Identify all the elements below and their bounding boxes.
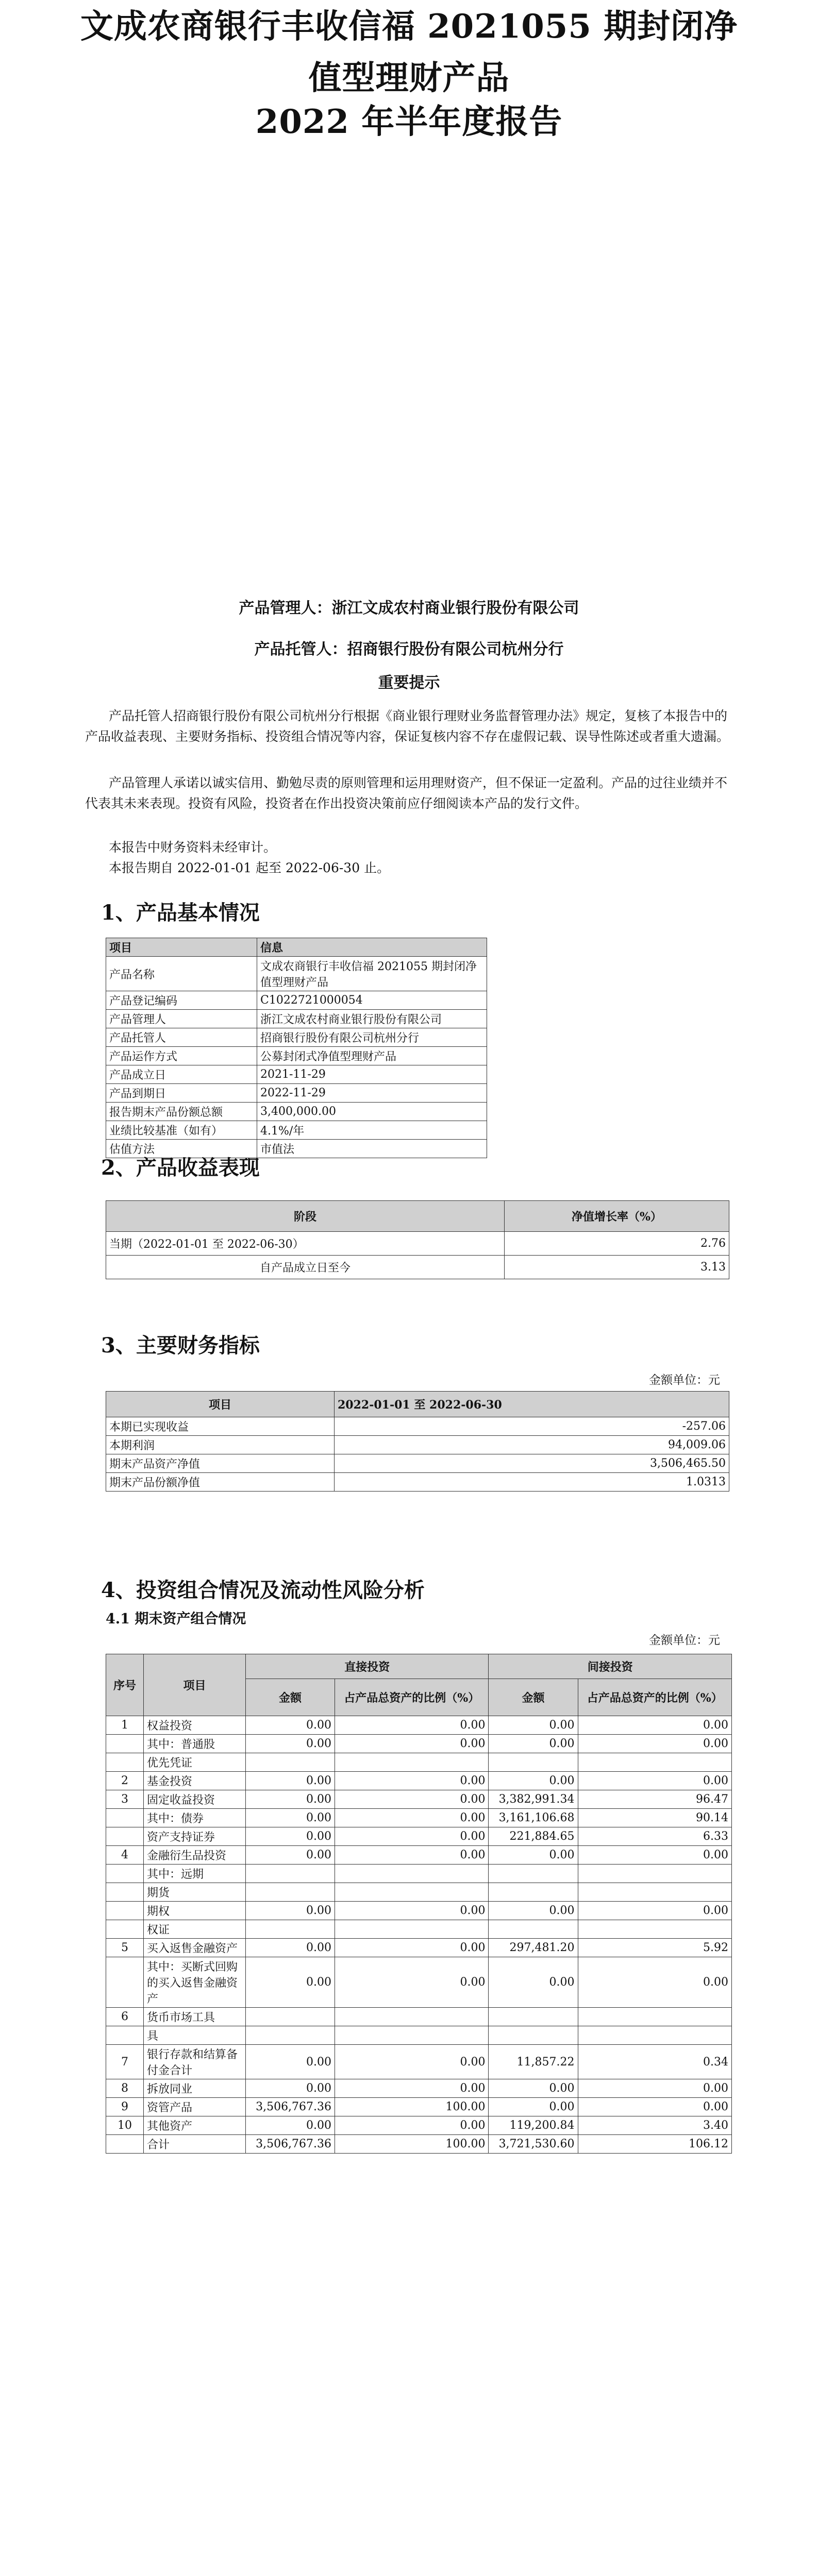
table-cell (106, 1865, 144, 1883)
table-cell: 其中：买断式回购的买入返售金融资产 (144, 1957, 246, 2008)
table-cell: 货币市场工具 (144, 2008, 246, 2026)
table-cell: 0.00 (578, 1735, 731, 1753)
table-cell: 0.00 (335, 1827, 489, 1846)
table-cell: 优先凭证 (144, 1753, 246, 1772)
table-row (106, 1010, 487, 1028)
table-cell: 0.00 (578, 1902, 731, 1920)
table-cell: 0.00 (246, 1827, 335, 1846)
table-row (106, 1232, 729, 1256)
table-cell: 0.00 (335, 2079, 489, 2098)
financial-indicators-table (106, 1391, 729, 1492)
table-cell: 5.92 (578, 1939, 731, 1957)
table-cell: 0.00 (578, 1772, 731, 1790)
table-header-cell: 占产品总资产的比例（%） (578, 1679, 731, 1716)
table-cell (246, 1920, 335, 1939)
table-header-cell: 项目 (106, 938, 257, 957)
table-cell: 3,161,106.68 (489, 1809, 578, 1827)
table-header-cell: 间接投资 (489, 1654, 732, 1679)
table-row (106, 2135, 732, 2154)
unit-label: 金额单位：元 (649, 1374, 720, 1387)
table-cell (489, 2026, 578, 2045)
asset-portfolio-table (106, 1654, 732, 2154)
table-cell: 3,382,991.34 (489, 1790, 578, 1809)
table-row (106, 1957, 732, 2008)
table-cell: 3,721,530.60 (489, 2135, 578, 2154)
table-cell: 0.00 (578, 2098, 731, 2116)
table-row (106, 2079, 732, 2098)
important-notice-heading: 重要提示 (378, 674, 440, 692)
manager-line: 产品管理人：浙江文成农村商业银行股份有限公司 (239, 599, 579, 617)
table-cell (106, 1827, 144, 1846)
table-cell: 4.1%/年 (257, 1121, 487, 1140)
table-row (106, 1920, 732, 1939)
table-row (106, 1753, 732, 1772)
notice-paragraph-1: 产品托管人招商银行股份有限公司杭州分行根据《商业银行理财业务监督管理办法》规定，复核了本报告中的产品收益表现、主要财务指标、投资组合情况等内容，保证复核内容不存在虚假记载、误导性陈述或者重大遗漏。 (85, 708, 730, 744)
table-cell: 0.00 (335, 1735, 489, 1753)
table-cell: 期货 (144, 1883, 246, 1902)
table-cell: 0.00 (246, 1716, 335, 1735)
table-cell: 11,857.22 (489, 2045, 578, 2079)
table-cell: 市值法 (257, 1140, 487, 1158)
table-cell: 产品名称 (106, 957, 257, 991)
notice-paragraph-4: 本报告期自 2022-01-01 起至 2022-06-30 止。 (109, 860, 390, 875)
table-cell (335, 1920, 489, 1939)
table-cell: 0.00 (246, 1735, 335, 1753)
table-cell: 产品到期日 (106, 1084, 257, 1103)
table-cell: 0.00 (578, 2079, 731, 2098)
table-cell: 固定收益投资 (144, 1790, 246, 1809)
table-cell: 9 (106, 2098, 144, 2116)
table-header-cell: 净值增长率（%） (505, 1201, 729, 1232)
table-cell: 0.00 (489, 2098, 578, 2116)
table-cell: 297,481.20 (489, 1939, 578, 1957)
table-cell: 具 (144, 2026, 246, 2045)
table-header-cell: 金额 (489, 1679, 578, 1716)
report-title-line-1: 文成农商银行丰收信福 2021055 期封闭净 (80, 7, 738, 46)
table-cell: 0.00 (335, 1716, 489, 1735)
table-cell: 2 (106, 1772, 144, 1790)
table-cell (246, 1865, 335, 1883)
table-cell (335, 1883, 489, 1902)
table-cell: 产品登记编码 (106, 991, 257, 1010)
table-header-cell: 金额 (246, 1679, 335, 1716)
table-cell: 本期已实现收益 (106, 1417, 335, 1436)
table-cell: 报告期末产品份额总额 (106, 1103, 257, 1121)
table-row (106, 1865, 732, 1883)
table-row (106, 1084, 487, 1103)
table-cell (106, 1883, 144, 1902)
table-cell: 3.40 (578, 2116, 731, 2135)
table-cell (578, 1883, 731, 1902)
table-row (106, 1716, 732, 1735)
section-1-heading: 1、产品基本情况 (101, 901, 260, 925)
table-row (106, 1790, 732, 1809)
table-cell: 0.00 (335, 1902, 489, 1920)
table-cell: 期权 (144, 1902, 246, 1920)
table-row (106, 2008, 732, 2026)
table-cell (335, 2008, 489, 2026)
table-cell: 0.00 (246, 1957, 335, 2008)
table-cell: 0.00 (246, 1809, 335, 1827)
table-cell: 0.00 (246, 1790, 335, 1809)
table-cell: 其他资产 (144, 2116, 246, 2135)
table-cell: 0.00 (335, 1846, 489, 1865)
table-cell: 0.00 (489, 1716, 578, 1735)
table-cell: 本期利润 (106, 1436, 335, 1454)
table-cell: 合计 (144, 2135, 246, 2154)
table-row (106, 1065, 487, 1084)
table-row (106, 1454, 729, 1473)
table-cell: 90.14 (578, 1809, 731, 1827)
table-cell: 7 (106, 2045, 144, 2079)
table-cell (106, 1920, 144, 1939)
table-cell: 业绩比较基准（如有） (106, 1121, 257, 1140)
table-row (106, 1846, 732, 1865)
table-row (106, 1121, 487, 1140)
table-row (106, 1827, 732, 1846)
table-row (106, 1417, 729, 1436)
table-cell: 资管产品 (144, 2098, 246, 2116)
table-cell: 基金投资 (144, 1772, 246, 1790)
table-cell: 当期（2022-01-01 至 2022-06-30） (106, 1232, 505, 1256)
table-cell (106, 1902, 144, 1920)
table-header-cell: 直接投资 (246, 1654, 489, 1679)
table-cell: 0.00 (246, 1939, 335, 1957)
table-cell: 221,884.65 (489, 1827, 578, 1846)
table-cell: 金融衍生品投资 (144, 1846, 246, 1865)
table-cell (106, 1809, 144, 1827)
table-row (106, 1735, 732, 1753)
table-cell: 0.00 (335, 1939, 489, 1957)
table-row (106, 957, 487, 991)
table-cell: 权益投资 (144, 1716, 246, 1735)
table-cell: 0.00 (335, 2045, 489, 2079)
table-row (106, 2098, 732, 2116)
table-header-cell: 项目 (144, 1654, 246, 1716)
table-cell (106, 1957, 144, 2008)
table-cell: 文成农商银行丰收信福 2021055 期封闭净值型理财产品 (257, 957, 487, 991)
report-title-line-2: 值型理财产品 (308, 59, 510, 97)
table-cell: 106.12 (578, 2135, 731, 2154)
table-row (106, 1473, 729, 1492)
table-cell: 0.00 (489, 1957, 578, 2008)
notice-paragraph-3: 本报告中财务资料未经审计。 (109, 840, 277, 855)
table-cell: 96.47 (578, 1790, 731, 1809)
table-row (106, 1809, 732, 1827)
table-cell (246, 2026, 335, 2045)
table-cell: 10 (106, 2116, 144, 2135)
table-cell (578, 2026, 731, 2045)
table-cell: 买入返售金融资产 (144, 1939, 246, 1957)
table-cell: 期末产品份额净值 (106, 1473, 335, 1492)
table-row (106, 1436, 729, 1454)
table-row (106, 1939, 732, 1957)
table-cell: 0.00 (489, 1735, 578, 1753)
table-cell: 8 (106, 2079, 144, 2098)
section-3-heading: 3、主要财务指标 (101, 1333, 260, 1358)
custodian-line: 产品托管人：招商银行股份有限公司杭州分行 (254, 640, 564, 658)
table-cell: 4 (106, 1846, 144, 1865)
table-cell (489, 1753, 578, 1772)
unit-label: 金额单位：元 (649, 1634, 720, 1647)
table-cell: 0.00 (489, 1846, 578, 1865)
table-row (106, 1028, 487, 1047)
table-cell (489, 1920, 578, 1939)
table-cell: -257.06 (335, 1417, 729, 1436)
table-cell: 0.00 (335, 1772, 489, 1790)
table-cell: 0.00 (335, 1957, 489, 2008)
table-cell (106, 1735, 144, 1753)
table-row (106, 1902, 732, 1920)
table-header-cell: 信息 (257, 938, 487, 957)
table-cell (578, 1920, 731, 1939)
table-cell: 2.76 (505, 1232, 729, 1256)
table-cell: 招商银行股份有限公司杭州分行 (257, 1028, 487, 1047)
table-cell: 其中：远期 (144, 1865, 246, 1883)
table-cell: 2021-11-29 (257, 1065, 487, 1084)
table-cell: 自产品成立日至今 (106, 1256, 505, 1279)
table-cell: 0.00 (246, 1902, 335, 1920)
table-cell (489, 2008, 578, 2026)
table-cell: 0.00 (246, 2079, 335, 2098)
table-cell: 0.00 (246, 2045, 335, 2079)
table-cell: 3,506,767.36 (246, 2135, 335, 2154)
table-cell: 1 (106, 1716, 144, 1735)
table-cell: 0.00 (246, 2116, 335, 2135)
table-cell: 0.00 (489, 1902, 578, 1920)
table-cell (246, 1883, 335, 1902)
table-cell: 0.34 (578, 2045, 731, 2079)
table-cell: 公募封闭式净值型理财产品 (257, 1047, 487, 1065)
table-cell (489, 1865, 578, 1883)
subsection-4-1-heading: 4.1 期末资产组合情况 (106, 1611, 246, 1627)
table-header-cell: 2022-01-01 至 2022-06-30 (335, 1392, 729, 1417)
table-cell: 3,506,767.36 (246, 2098, 335, 2116)
table-row (106, 1047, 487, 1065)
table-cell: 3,400,000.00 (257, 1103, 487, 1121)
table-cell: 0.00 (578, 1957, 731, 2008)
notice-paragraph-2: 产品管理人承诺以诚实信用、勤勉尽责的原则管理和运用理财资产，但不保证一定盈利。产品的过往业绩并不代表其未来表现。投资有风险，投资者在作出投资决策前应仔细阅读本产品的发行文件。 (85, 775, 728, 811)
table-cell: 100.00 (335, 2135, 489, 2154)
table-cell: 权证 (144, 1920, 246, 1939)
table-cell: 产品成立日 (106, 1065, 257, 1084)
table-header-cell: 阶段 (106, 1201, 505, 1232)
table-row (106, 2116, 732, 2135)
table-cell: C1022721000054 (257, 991, 487, 1010)
table-cell: 拆放同业 (144, 2079, 246, 2098)
table-cell: 估值方法 (106, 1140, 257, 1158)
table-cell: 3.13 (505, 1256, 729, 1279)
table-cell (578, 2008, 731, 2026)
table-cell: 期末产品资产净值 (106, 1454, 335, 1473)
table-cell: 3 (106, 1790, 144, 1809)
table-cell (578, 1865, 731, 1883)
table-row (106, 2026, 732, 2045)
table-cell: 0.00 (578, 1716, 731, 1735)
table-cell (335, 1865, 489, 1883)
table-header-cell: 项目 (106, 1392, 335, 1417)
table-cell (335, 2026, 489, 2045)
table-row (106, 1883, 732, 1902)
table-cell (578, 1753, 731, 1772)
table-header-cell: 序号 (106, 1654, 144, 1716)
performance-table (106, 1200, 729, 1279)
table-cell: 浙江文成农村商业银行股份有限公司 (257, 1010, 487, 1028)
table-cell (106, 2026, 144, 2045)
table-cell: 94,009.06 (335, 1436, 729, 1454)
table-cell: 5 (106, 1939, 144, 1957)
table-row (106, 991, 487, 1010)
table-cell: 其中：债券 (144, 1809, 246, 1827)
section-4-heading: 4、投资组合情况及流动性风险分析 (101, 1578, 425, 1602)
table-cell: 1.0313 (335, 1473, 729, 1492)
table-cell (489, 1883, 578, 1902)
table-cell: 3,506,465.50 (335, 1454, 729, 1473)
table-cell: 0.00 (335, 1809, 489, 1827)
table-cell: 6 (106, 2008, 144, 2026)
table-cell: 0.00 (335, 1790, 489, 1809)
table-row (106, 2045, 732, 2079)
table-cell (106, 2135, 144, 2154)
table-header-cell: 占产品总资产的比例（%） (335, 1679, 489, 1716)
table-cell: 119,200.84 (489, 2116, 578, 2135)
table-cell: 0.00 (489, 2079, 578, 2098)
table-cell: 0.00 (578, 1846, 731, 1865)
table-cell: 其中：普通股 (144, 1735, 246, 1753)
table-cell: 2022-11-29 (257, 1084, 487, 1103)
table-row (106, 1772, 732, 1790)
table-cell: 0.00 (489, 1772, 578, 1790)
table-cell (246, 2008, 335, 2026)
table-cell: 0.00 (246, 1772, 335, 1790)
table-cell: 银行存款和结算备付金合计 (144, 2045, 246, 2079)
report-title-line-3: 2022 年半年度报告 (255, 103, 563, 141)
table-cell: 100.00 (335, 2098, 489, 2116)
basic-info-table (106, 938, 487, 1158)
table-cell: 0.00 (335, 2116, 489, 2135)
table-cell (246, 1753, 335, 1772)
table-cell (335, 1753, 489, 1772)
table-cell: 产品运作方式 (106, 1047, 257, 1065)
table-row (106, 1256, 729, 1279)
table-cell: 资产支持证券 (144, 1827, 246, 1846)
table-cell: 6.33 (578, 1827, 731, 1846)
section-2-heading: 2、产品收益表现 (101, 1156, 260, 1180)
table-cell (106, 1753, 144, 1772)
table-cell: 产品托管人 (106, 1028, 257, 1047)
table-cell: 产品管理人 (106, 1010, 257, 1028)
table-cell: 0.00 (246, 1846, 335, 1865)
table-row (106, 1103, 487, 1121)
